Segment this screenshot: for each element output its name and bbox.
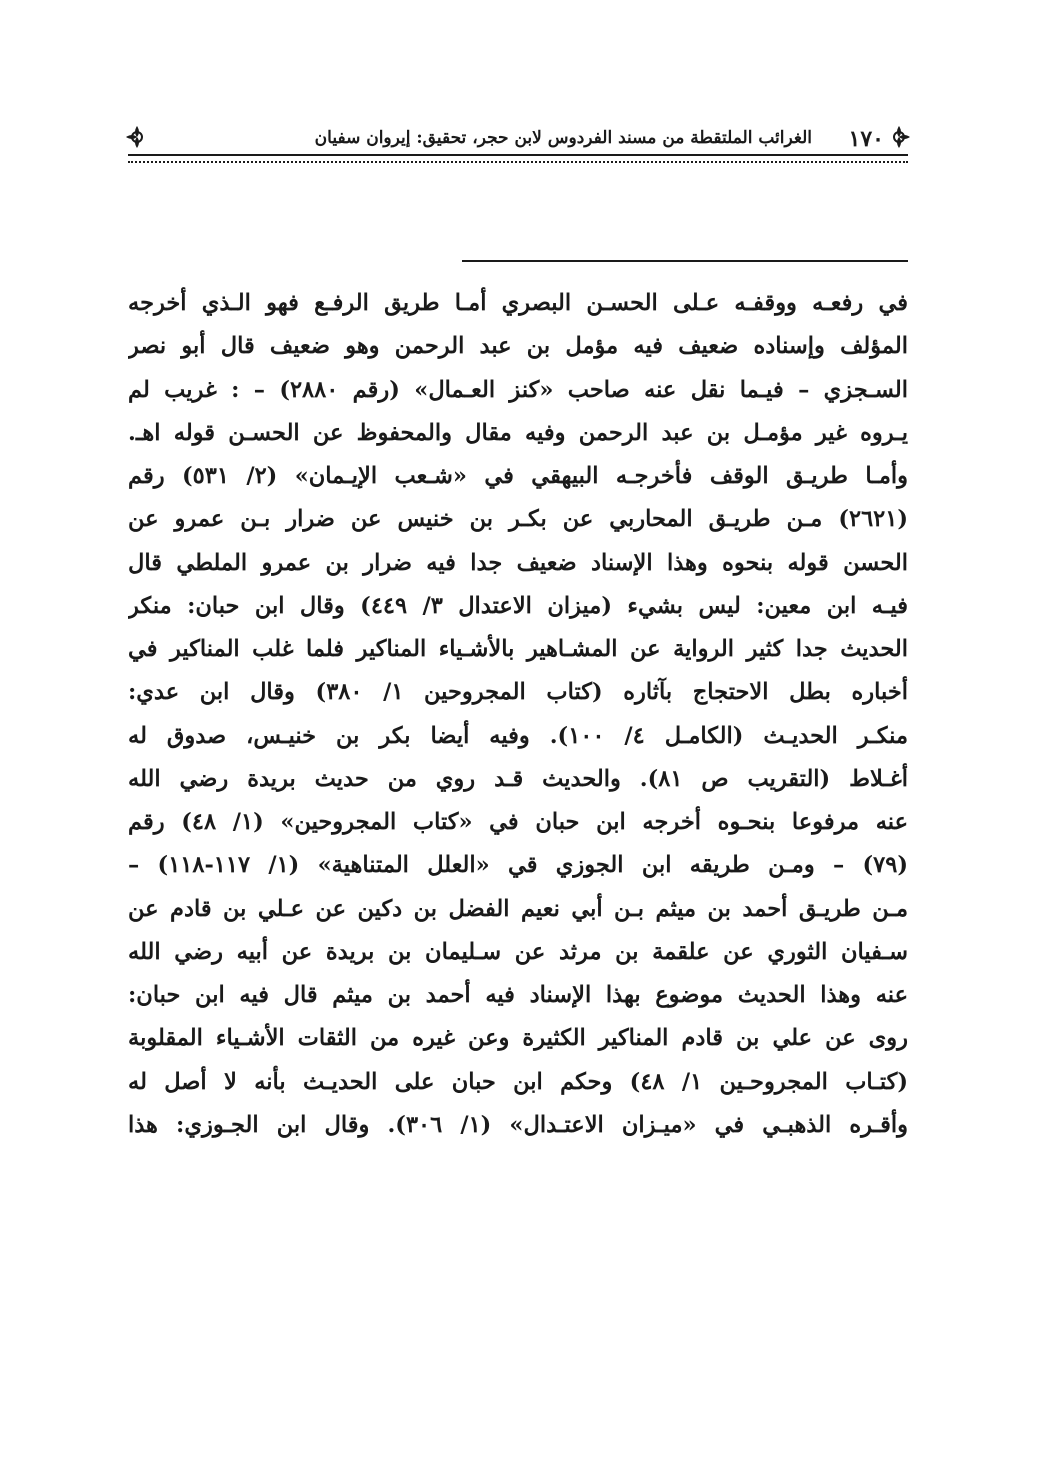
text-line: وأمـا طريـق الوقف فأخرجـه البيهقي في «شـعب الإيـمان» (٢/ ٥٣١) رقم [128, 463, 908, 489]
text-line: في رفعـه ووقفـه عـلى الحسـن البصري أمـا طريق الرفـع فهو الـذي أخرجه [128, 290, 908, 316]
text-line: أغـلاط (التقريب ص ٨١). والحديث قـد روي من حديث بريدة رضي الله [128, 765, 908, 792]
text-line: الحديث جدا كثير الرواية عن المشـاهير بالأشـياء المناكير فلما غلب المناكير في [128, 636, 908, 662]
running-header [128, 118, 908, 158]
text-line: أخباره بطل الاحتجاج بآثاره (كتاب المجروحين ١/ ٣٨٠) وقال ابن عدي: [128, 679, 908, 706]
text-line: الحسن قوله بنحوه وهذا الإسناد ضعيف جدا فيه ضرار بن عمرو الملطي قال [128, 549, 908, 576]
footnote-separator [462, 260, 908, 262]
page-number: ١٧٠ [848, 126, 884, 152]
text-line: سـفيان الثوري عن علقمة بن مرثد عن سـليمان بن بريدة عن أبيه رضي الله [128, 938, 908, 965]
text-line: (٢٦٢١) مـن طريـق المحاربي عن بكـر بن خنيس عن ضرار بـن عمرو عن [128, 506, 908, 533]
floral-ornament-icon [886, 124, 912, 150]
text-line: منكـر الحديـث (الكامـل ٤/ ١٠٠). وفيه أيضا بكر بن خنيـس، صدوق له [128, 722, 908, 749]
text-line: عنه وهذا الحديث موضوع بهذا الإسناد فيه أحمد بن ميثم قال فيه ابن حبان: [128, 982, 908, 1008]
header-rule [128, 154, 908, 163]
text-line: (٧٩) – ومـن طريقه ابن الجوزي قي «العلل المتناهية» (١/ ١١٧-١١٨) – [128, 852, 908, 879]
text-line: وأقـره الذهبـي في «ميـزان الاعتـدال» (١/ ٣٠٦). وقال ابن الجـوزي: هذا [128, 1111, 908, 1138]
text-line: روى عن علي بن قادم المناكير الكثيرة وعن غيره من الثقات الأشـياء المقلوبة [128, 1025, 908, 1052]
floral-ornament-icon [124, 124, 150, 150]
text-line: السـجزي – فيـما نقل عنه صاحب «كنز العـمال» (رقم ٢٨٨٠) – : غريب لم [128, 376, 908, 403]
text-line: يـروه غير مؤمـل بن عبد الرحمن وفيه مقال والمحفوظ عن الحسـن قوله اهـ. [128, 419, 908, 446]
text-line: مـن طريـق أحمد بن ميثم بـن أبي نعيم الفضل بن دكين عن عـلي بن قادم عن [128, 895, 908, 922]
text-line: عنه مرفوعا بنحـوه أخرجه ابن حبان في «كتاب المجروحين» (١/ ٤٨) رقم [128, 809, 908, 835]
running-title: الغرائب الملتقطة من مسند الفردوس لابن حجر، تحقيق: إيروان سفيان [314, 128, 812, 148]
footnote-text [128, 282, 908, 1147]
text-line: (كتـاب المجروحـين ١/ ٤٨) وحكم ابن حبان على الحديـث بأنه لا أصل له [128, 1068, 908, 1095]
text-line: المؤلف وإسناده ضعيف فيه مؤمل بن عبد الرحمن وهو ضعيف قال أبو نصر [128, 333, 908, 360]
text-line: فيـه ابن معين: ليس بشيء (ميزان الاعتدال ٣/ ٤٤٩) وقال ابن حبان: منكر [128, 592, 908, 619]
